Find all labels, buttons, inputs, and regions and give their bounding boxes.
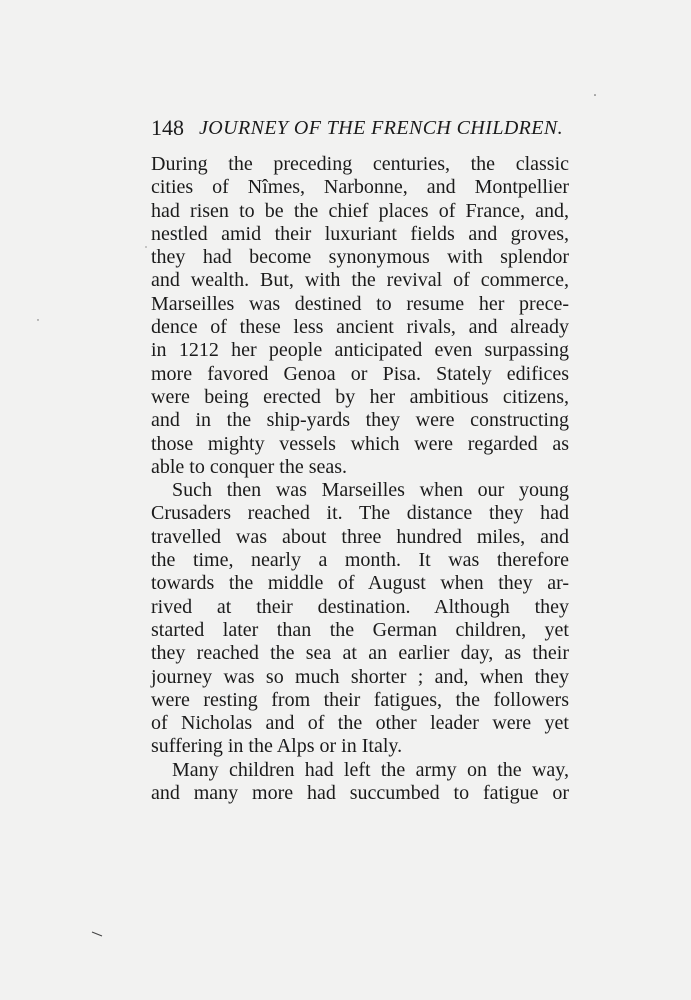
- text-line: During the preceding centuries, the classic: [151, 153, 569, 175]
- text-line: the time, nearly a month. It was therefore: [151, 549, 569, 572]
- text-line: of Nicholas and of the other leader were yet: [151, 712, 569, 735]
- text-line: suffering in the Alps or in Italy.: [151, 735, 403, 758]
- text-line: Crusaders reached it. The distance they had: [151, 502, 569, 525]
- text-line: towards the middle of August when they ar-: [151, 572, 569, 595]
- text-line: had risen to be the chief places of France, and,: [151, 199, 569, 222]
- text-line: dence of these less ancient rivals, and already: [151, 316, 569, 339]
- text-line: travelled was about three hundred miles, and: [151, 525, 569, 548]
- text-line: and many more had succumbed to fatigue or: [151, 782, 569, 805]
- text-line: they reached the sea at an earlier day, as their: [151, 642, 569, 665]
- text-line: in 1212 her people anticipated even surpassing: [151, 339, 569, 362]
- text-line: Many children had left the army on the way,: [172, 758, 569, 781]
- paragraph-1: [151, 153, 569, 479]
- page-number: 148: [151, 115, 184, 140]
- text-line: were resting from their fatigues, the followers: [151, 688, 569, 711]
- text-line: Such then was Marseilles when our young: [172, 479, 569, 502]
- text-line: able to conquer the seas.: [151, 455, 348, 478]
- text-line: they had become synonymous with splendor: [151, 246, 569, 269]
- body-text: [151, 153, 569, 805]
- text-line: and wealth. But, with the revival of commerce,: [151, 269, 569, 292]
- text-line: rived at their destination. Although they: [151, 595, 569, 618]
- text-line: nestled amid their luxuriant fields and groves,: [151, 222, 569, 245]
- running-title: JOURNEY OF THE FRENCH CHILDREN.: [199, 117, 564, 139]
- page-header: [151, 113, 571, 143]
- text-line: Marseilles was destined to resume her prece-: [151, 292, 569, 315]
- paragraph-2: [151, 479, 569, 759]
- paragraph-3: [151, 759, 569, 806]
- text-line: and in the ship-yards they were constructing: [151, 409, 569, 432]
- text-line: started later than the German children, yet: [151, 618, 569, 641]
- text-line: more favored Genoa or Pisa. Stately edifices: [151, 362, 569, 385]
- text-line: journey was so much shorter ; and, when they: [151, 665, 569, 688]
- text-line: those mighty vessels which were regarded as: [151, 432, 569, 455]
- text-line: were being erected by her ambitious citizens,: [151, 385, 569, 408]
- text-line: cities of Nîmes, Narbonne, and Montpellier: [151, 176, 569, 199]
